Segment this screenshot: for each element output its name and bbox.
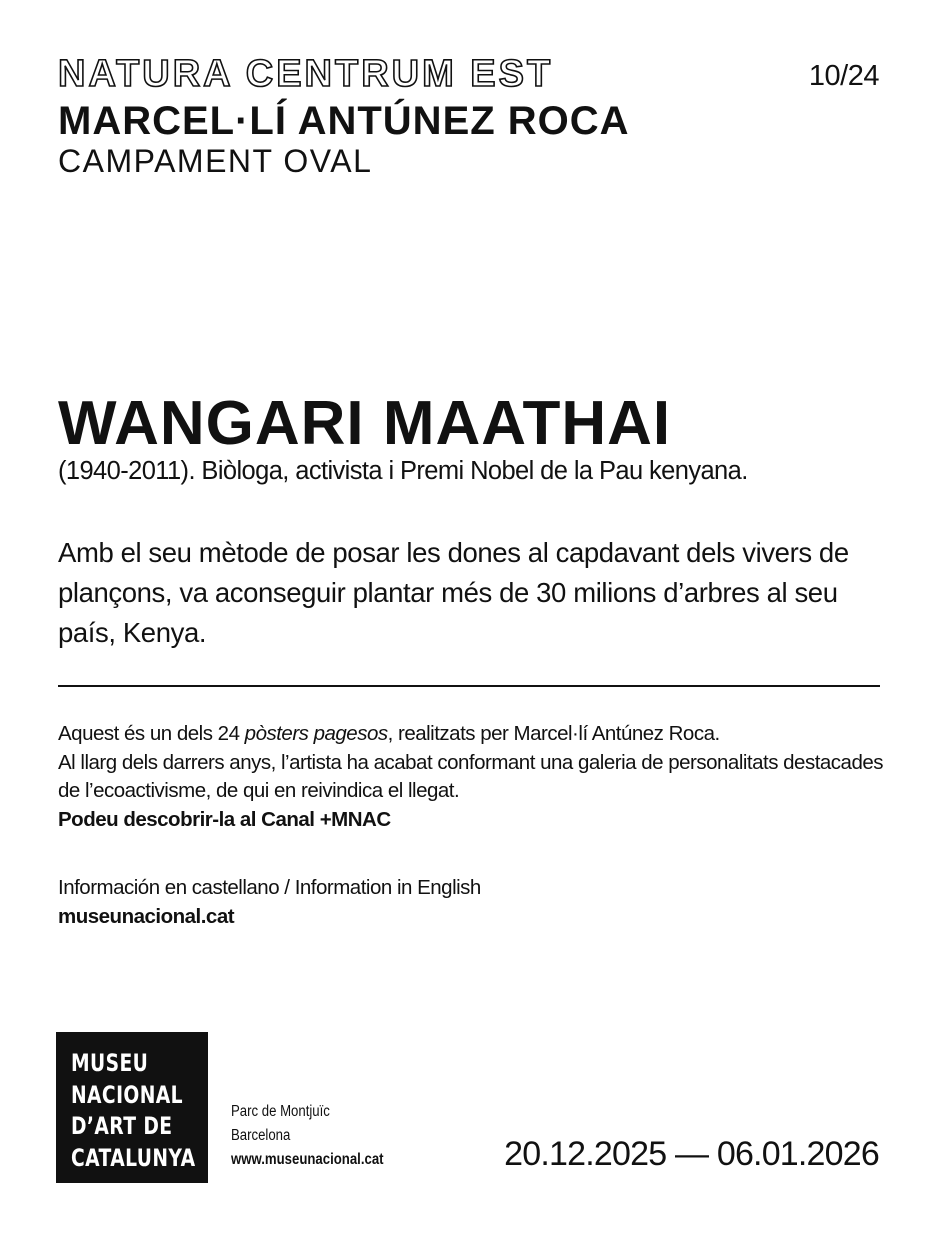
info-description: Al llarg dels darrers anys, l’artista ha acabat conformant una galeria de personalitats destacades de l’ecoactivisme, de qui en reivindica el llegat. [58,750,884,802]
artist-name: MARCEL·LÍ ANTÚNEZ ROCA [58,99,630,143]
logo-line: NACIONAL [71,1080,183,1109]
info-intro-text: Aquest és un dels 24 [58,722,245,745]
language-info [58,873,481,931]
logo-line: MUSEU [71,1049,149,1077]
info-intro-text-end: , realitzats per Marcel·lí Antúnez Roca. [387,722,720,745]
website-link[interactable]: museunacional.cat [58,905,235,928]
info-block [58,720,898,834]
work-title: CAMPAMENT OVAL [58,143,373,179]
canal-mnac-link[interactable]: Podeu descobrir-la al Canal +MNAC [58,807,391,831]
museum-logo [56,1032,208,1183]
museum-address [231,1100,384,1172]
subject-name: WANGARI MAATHAI [58,389,672,458]
logo-line: D’ART DE [71,1112,173,1140]
series-title: NATURA CENTRUM EST [58,53,554,95]
exhibition-dates: 20.12.2025 — 06.01.2026 [504,1135,879,1173]
address-url[interactable]: www.museunacional.cat [231,1151,384,1168]
info-intro [58,720,898,749]
poster-counter: 10/24 [808,60,879,92]
subject-bio: (1940-2011). Biòloga, activista i Premi Nobel de la Pau kenyana. [58,457,748,485]
logo-line: CATALUNYA [71,1143,196,1172]
language-text: Información en castellano / Information in English [58,876,481,899]
address-park: Parc de Montjuïc [231,1103,330,1120]
address-city: Barcelona [231,1127,291,1144]
divider [58,685,880,687]
info-intro-italic: pòsters pagesos [244,722,388,745]
subject-description: Amb el seu mètode de posar les dones al capdavant dels vivers de plançons, va aconseguir plantar més de 30 milions d’arbres al seu país, Kenya. [58,537,849,648]
